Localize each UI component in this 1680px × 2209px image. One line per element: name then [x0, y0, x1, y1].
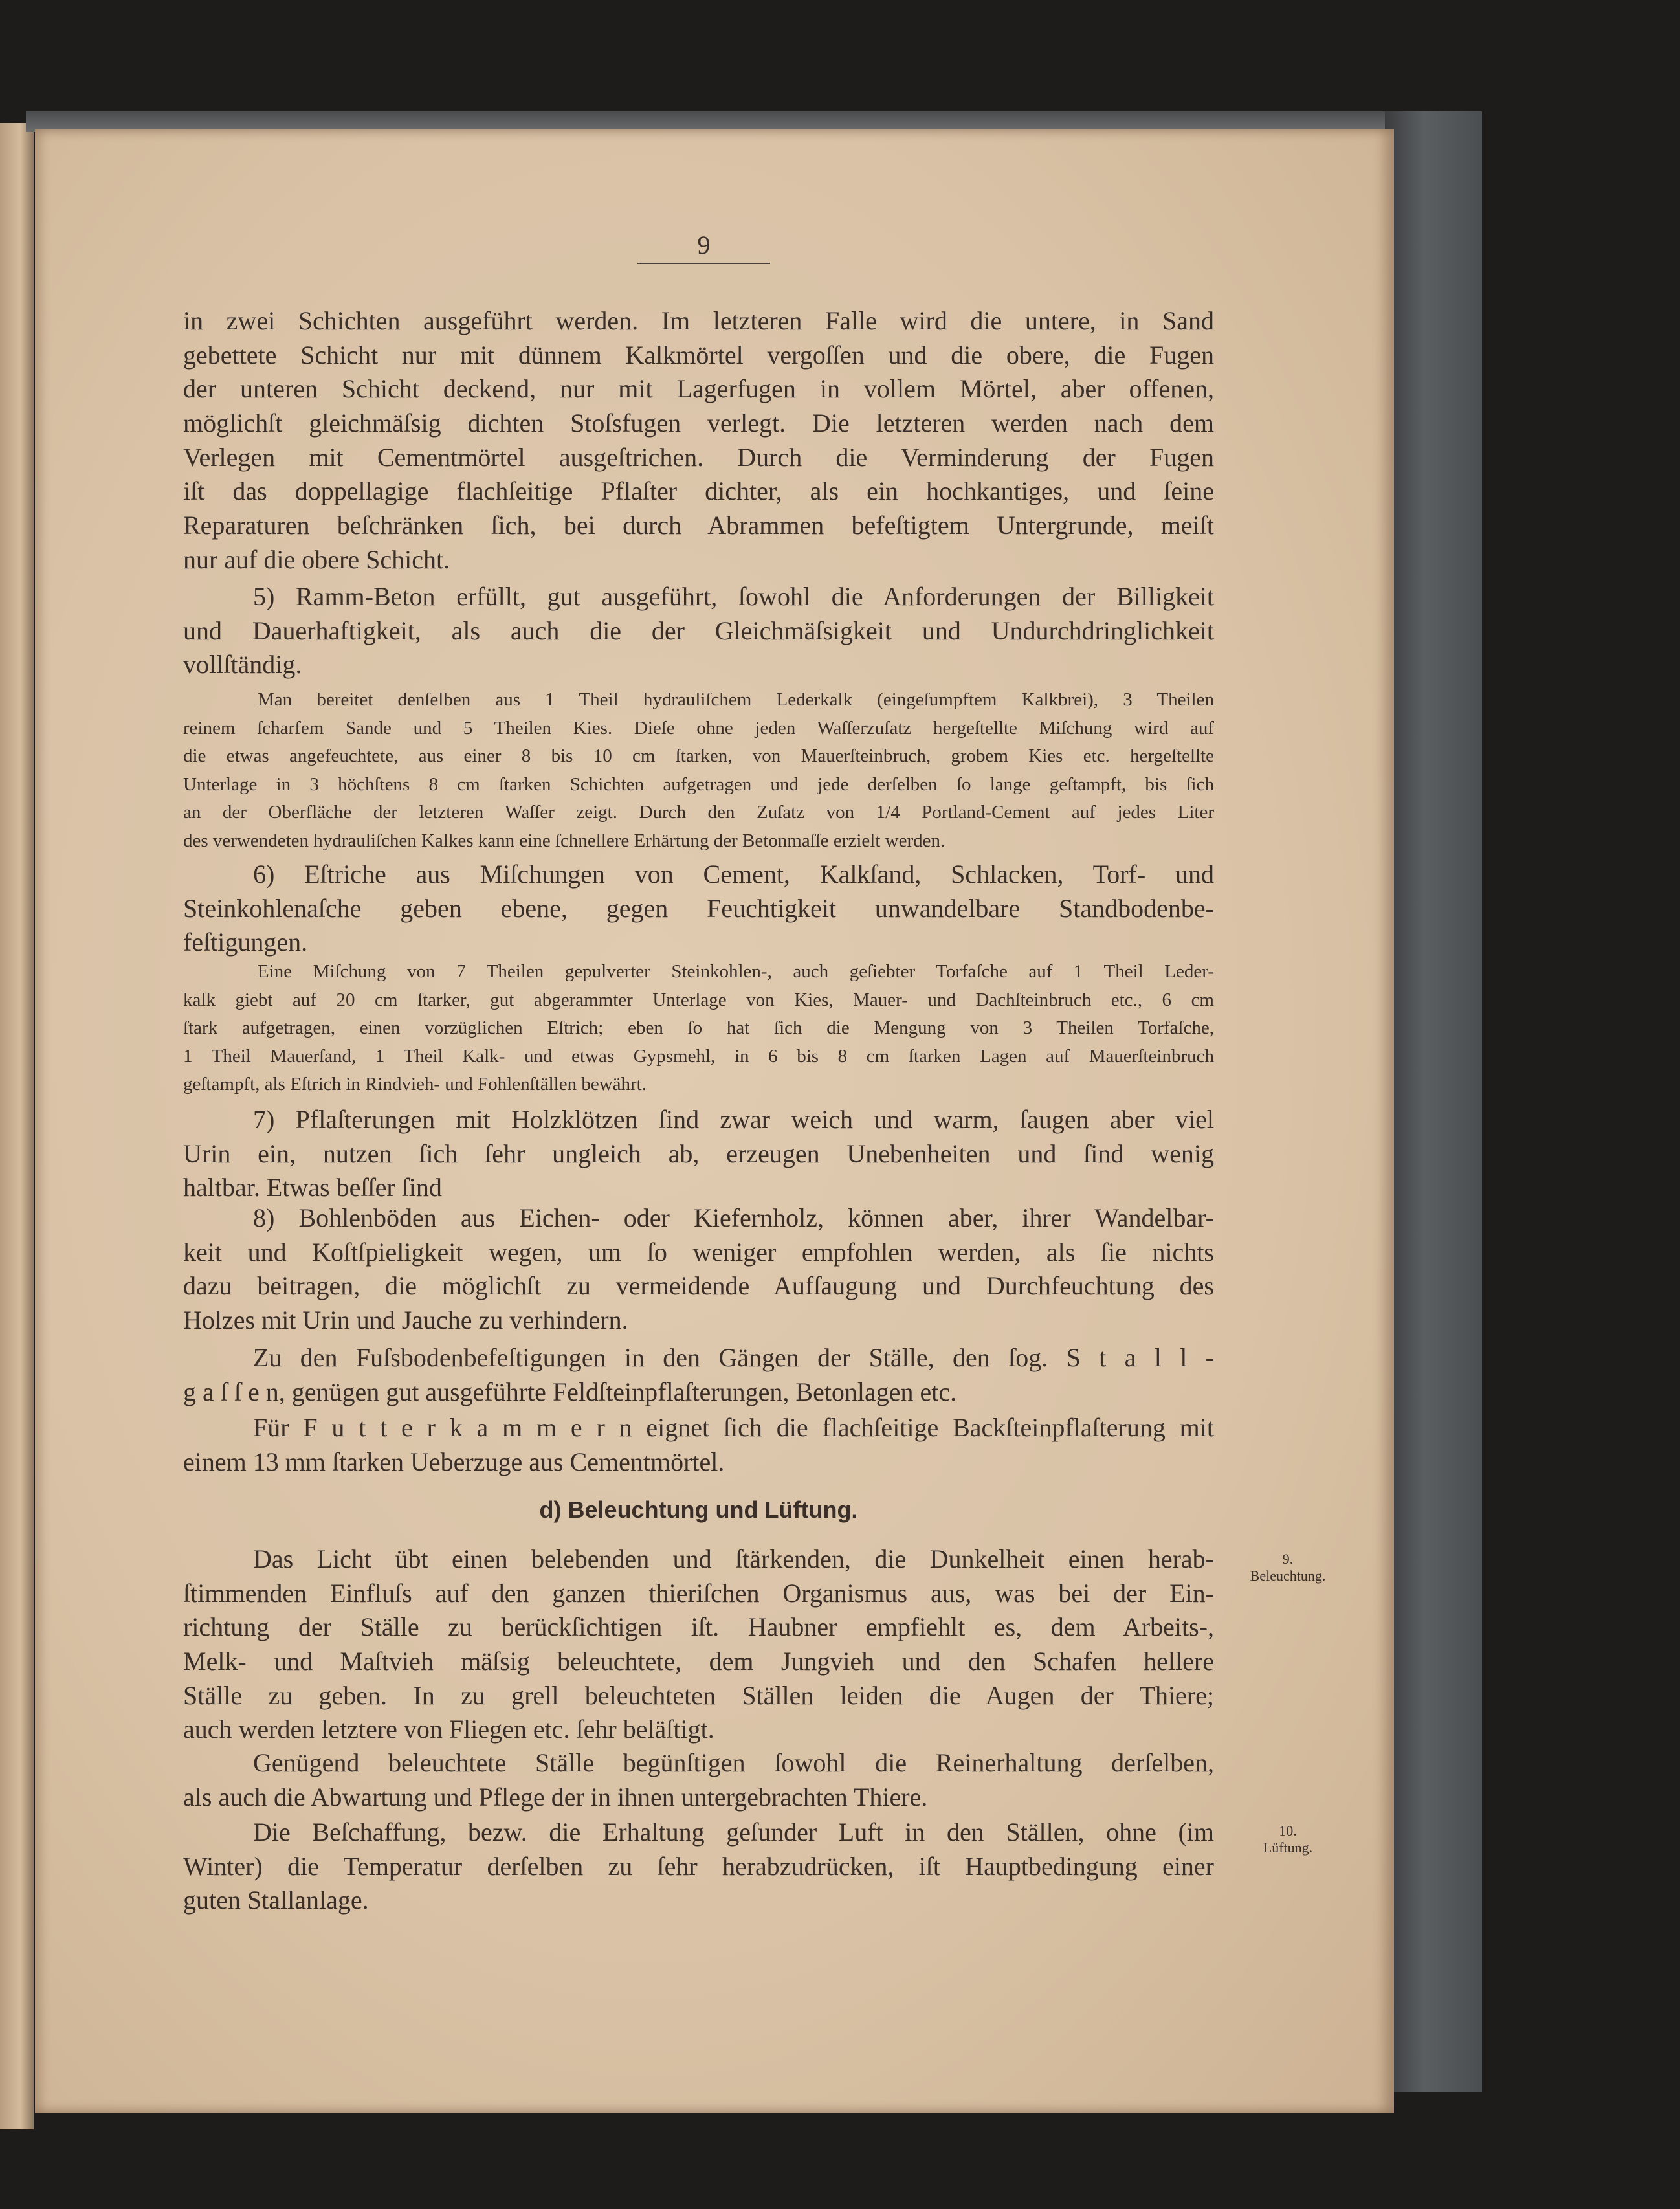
text-line: Reparaturen beſchränken ſich, bei durch Abrammen befeſtigtem Untergrunde, meiſt [183, 511, 1214, 540]
text-line: g a ſ ſ e n, genügen gut ausgeführte Feldſteinpflaſterungen, Betonlagen etc. [183, 1377, 957, 1406]
text-line: iſt das doppellagige flachſeitige Pflaſter dichter, als ein hochkantiges, und ſeine [183, 476, 1214, 506]
paragraph-bohlenboeden [183, 1201, 1214, 1338]
text-line: Unterlage in 3 höchſtens 8 cm ſtarken Schichten aufgetragen und jede derſelben ſo lange geſtampft, bis ſich [183, 773, 1214, 795]
margin-note-beleuchtung [1217, 1548, 1359, 1587]
text-line: nur auf die obere Schicht. [183, 544, 450, 574]
footnote-estriche [183, 958, 1214, 1099]
text-line: Eine Miſchung von 7 Theilen gepulverter Steinkohlen-, auch geſiebter Torfaſche auf 1 Theil Leder- [258, 961, 1214, 982]
text-line: 7) Pflaſterungen mit Holzklötzen ſind zwar weich und warm, ſaugen aber viel [253, 1105, 1214, 1134]
margin-note-number: 9. [1282, 1551, 1294, 1567]
text-line: Das Licht übt einen belebenden und ſtärkenden, die Dunkelheit einen herab- [253, 1544, 1214, 1573]
text-line: auch werden letztere von Fliegen etc. ſehr beläſtigt. [183, 1715, 714, 1744]
text-line: Melk- und Maſtvieh mäſsig beleuchtete, dem Jungvieh und den Schafen hellere [183, 1647, 1214, 1676]
paragraph-genuegend [183, 1746, 1214, 1814]
text-line: möglichſt gleichmäſsig dichten Stoſsfugen verlegt. Die letzteren werden nach dem [183, 408, 1214, 438]
text-line: Verlegen mit Cementmörtel ausgeſtrichen. Durch die Verminderung der Fugen [183, 442, 1214, 472]
text-line: einem 13 mm ſtarken Ueberzuge aus Cementmörtel. [183, 1447, 725, 1476]
text-line: Ställe zu geben. In zu grell beleuchteten Ställen leiden die Augen der Thiere; [183, 1680, 1214, 1710]
text-line: die etwas angefeuchtete, aus einer 8 bis 10 cm ſtarken, von Mauerſteinbruch, grobem Kies etc. hergeſtellte [183, 746, 1214, 766]
text-line: 8) Bohlenböden aus Eichen- oder Kiefernholz, können aber, ihrer Wandelbar- [253, 1203, 1214, 1232]
margin-note-number: 10. [1279, 1823, 1297, 1839]
text-line: der unteren Schicht deckend, nur mit Lagerfugen in vollem Mörtel, aber offenen, [183, 374, 1214, 404]
text-line: Genügend beleuchtete Ställe begünſtigen ſowohl die Reinerhaltung derſelben, [253, 1748, 1214, 1777]
book-cover-edge [1385, 111, 1482, 2092]
paragraph-stallgassen [183, 1341, 1214, 1409]
text-line: in zwei Schichten ausgeführt werden. Im letzteren Falle wird die untere, in Sand [183, 306, 1214, 335]
paragraph-futterkammern [183, 1411, 1214, 1479]
section-heading: d) Beleuchtung und Lüftung. [539, 1496, 858, 1523]
text-line: Die Beſchaffung, bezw. die Erhaltung geſunder Luft in den Ställen, ohne (im [253, 1817, 1214, 1847]
text-line: ſtimmenden Einfluſs auf den ganzen thieriſchen Organismus aus, was bei der Ein- [183, 1578, 1214, 1608]
text-line: als auch die Abwartung und Pflege der in ihnen untergebrachten Thiere. [183, 1782, 928, 1812]
text-line: und Dauerhaftigkeit, als auch die der Gleichmäſsigkeit und Undurchdringlichkeit [183, 616, 1214, 645]
text-line: guten Stallanlage. [183, 1885, 369, 1915]
text-line: Winter) die Temperatur derſelben zu ſehr herabzudrücken, iſt Hauptbedingung einer [183, 1851, 1214, 1881]
page-number: 9 [637, 230, 770, 264]
text-line: Zu den Fuſsbodenbefeſtigungen in den Gängen der Ställe, den ſog. S t a l l - [253, 1343, 1214, 1372]
text-line: dazu beitragen, die möglichſt zu vermeidende Aufſaugung und Durchfeuchtung des [183, 1271, 1214, 1301]
left-page-edge [0, 123, 34, 2129]
text-line: keit und Koſtſpieligkeit wegen, um ſo weniger empfohlen werden, als ſie nichts [183, 1237, 1214, 1267]
text-line: Holzes mit Urin und Jauche zu verhindern. [183, 1305, 628, 1335]
text-line: Urin ein, nutzen ſich ſehr ungleich ab, erzeugen Unebenheiten und ſind wenig [183, 1138, 1214, 1168]
text-line: des verwendeten hydrauliſchen Kalkes kann eine ſchnellere Erhärtung der Betonmaſſe erzielt werden. [183, 830, 945, 851]
text-line: reinem ſcharfem Sande und 5 Theilen Kies. Dieſe ohne jeden Waſſerzuſatz hergeſtellte Miſchung wird auf [183, 717, 1214, 738]
text-line: kalk giebt auf 20 cm ſtarker, gut abgerammter Unterlage von Kies, Mauer- und Dachſteinbruch etc., 6 cm [183, 989, 1214, 1010]
paragraph-ramm-beton [183, 580, 1214, 682]
text-line: haltbar. Etwas beſſer ſind [183, 1173, 442, 1203]
margin-note-label: Beleuchtung. [1250, 1568, 1326, 1584]
paragraph [183, 304, 1214, 577]
paragraph-pflasterungen [183, 1103, 1214, 1205]
paragraph-luft [183, 1815, 1214, 1918]
text-line: feſtigungen. [183, 927, 308, 957]
text-line: Für F u t t e r k a m m e r n eignet ſich die flachſeitige Backſteinpflaſterung mit [253, 1413, 1214, 1442]
paragraph-estriche [183, 858, 1214, 960]
text-line: 6) Eſtriche aus Miſchungen von Cement, Kalkſand, Schlacken, Torf- und [253, 860, 1214, 889]
text-line: geſtampft, als Eſtrich in Rindvieh- und Fohlenſtällen bewährt. [183, 1074, 647, 1094]
text-line: Steinkohlenaſche geben ebene, gegen Feuchtigkeit unwandelbare Standbodenbe- [183, 893, 1214, 923]
paragraph-licht [183, 1542, 1214, 1747]
text-line: an der Oberfläche der letzteren Waſſer zeigt. Durch den Zuſatz von 1/4 Portland-Cement auf jedes Liter [183, 802, 1214, 823]
text-line: 1 Theil Mauerſand, 1 Theil Kalk- und etwas Gypsmehl, in 6 bis 8 cm ſtarken Lagen auf Mauerſteinbruch [183, 1045, 1214, 1067]
text-line: 5) Ramm-Beton erfüllt, gut ausgeführt, ſowohl die Anforderungen der Billigkeit [253, 582, 1214, 611]
margin-note-label: Lüftung. [1263, 1839, 1313, 1856]
text-line: gebettete Schicht nur mit dünnem Kalkmörtel vergoſſen und die obere, die Fugen [183, 340, 1214, 370]
margin-note-lueftung [1217, 1820, 1359, 1859]
text-line: vollſtändig. [183, 650, 302, 680]
text-line: ſtark aufgetragen, einen vorzüglichen Eſtrich; eben ſo hat ſich die Mengung von 3 Theilen Torfaſche, [183, 1017, 1214, 1038]
text-line: Man bereitet denſelben aus 1 Theil hydrauliſchem Lederkalk (eingeſumpftem Kalkbrei), 3 Theilen [258, 689, 1214, 710]
text-line: richtung der Ställe zu berückſichtigen iſt. Haubner empfiehlt es, dem Arbeits-, [183, 1612, 1214, 1642]
footnote-ramm-beton [183, 686, 1214, 855]
